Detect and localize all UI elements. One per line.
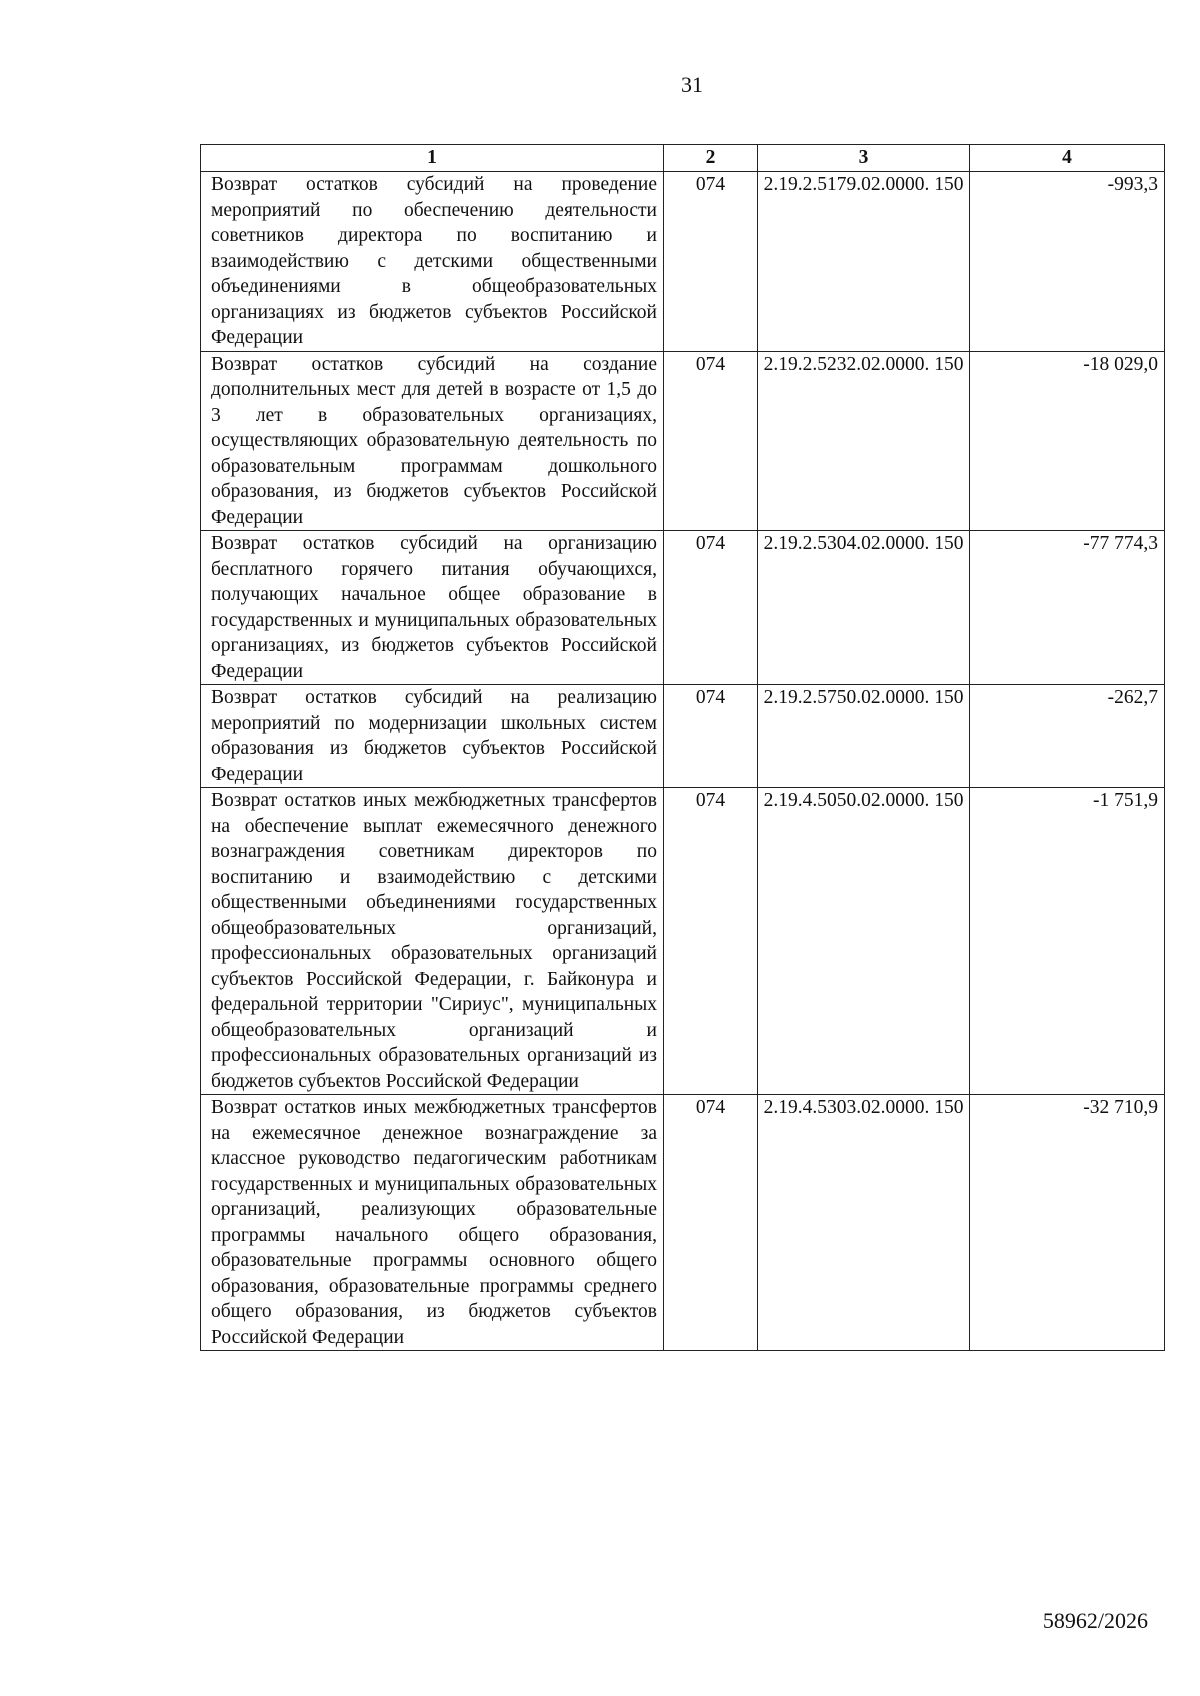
row-admin-code: 074 <box>664 685 758 788</box>
row-classification-code: 2.19.2.5304.02.0000. 150 <box>758 531 970 685</box>
row-classification-code: 2.19.2.5232.02.0000. 150 <box>758 351 970 531</box>
row-amount: -1 751,9 <box>970 788 1165 1095</box>
row-admin-code: 074 <box>664 351 758 531</box>
column-header-1: 1 <box>201 145 664 172</box>
row-amount: -32 710,9 <box>970 1095 1165 1351</box>
row-name: Возврат остатков субсидий на реализацию мероприятий по модернизации школьных систем образования из бюджетов субъектов Российской Федерации <box>201 685 664 788</box>
row-admin-code: 074 <box>664 1095 758 1351</box>
table-row <box>201 685 1165 788</box>
table-row <box>201 351 1165 531</box>
document-registration-number: 58962/2026 <box>1042 1608 1148 1633</box>
row-name: Возврат остатков иных межбюджетных трансфертов на ежемесячное денежное вознаграждение за классное руководство педагогическим работникам государственных и муниципальных образовательных организаций, реализующих образовательные программы начального общего образования, образовательные программы основного общего образования, образовательные программы среднего общего образования, из бюджетов субъектов Российской Федерации <box>201 1095 664 1351</box>
row-classification-code: 2.19.4.5303.02.0000. 150 <box>758 1095 970 1351</box>
row-amount: -993,3 <box>970 172 1165 352</box>
column-header-4: 4 <box>970 145 1165 172</box>
row-amount: -262,7 <box>970 685 1165 788</box>
table-header-row <box>201 145 1165 172</box>
row-name: Возврат остатков субсидий на проведение мероприятий по обеспечению деятельности советников директора по воспитанию и взаимодействию с детскими общественными объединениями в общеобразовательных организациях из бюджетов субъектов Российской Федерации <box>201 172 664 352</box>
table-row <box>201 788 1165 1095</box>
budget-table <box>200 144 1165 1351</box>
column-header-3: 3 <box>758 145 970 172</box>
column-header-2: 2 <box>664 145 758 172</box>
row-classification-code: 2.19.2.5750.02.0000. 150 <box>758 685 970 788</box>
row-amount: -77 774,3 <box>970 531 1165 685</box>
row-classification-code: 2.19.2.5179.02.0000. 150 <box>758 172 970 352</box>
table-row <box>201 531 1165 685</box>
page-number: 31 <box>681 72 703 97</box>
row-admin-code: 074 <box>664 788 758 1095</box>
row-amount: -18 029,0 <box>970 351 1165 531</box>
row-name: Возврат остатков субсидий на организацию бесплатного горячего питания обучающихся, получающих начальное общее образование в государственных и муниципальных образовательных организациях, из бюджетов субъектов Российской Федерации <box>201 531 664 685</box>
row-name: Возврат остатков иных межбюджетных трансфертов на обеспечение выплат ежемесячного денежного вознаграждения советникам директоров по воспитанию и взаимодействию с детскими общественными объединениями государственных общеобразовательных организаций, профессиональных образовательных организаций субъектов Российской Федерации, г. Байконура и федеральной территории "Сириус", муниципальных общеобразовательных организаций и профессиональных образовательных организаций из бюджетов субъектов Российской Федерации <box>201 788 664 1095</box>
row-admin-code: 074 <box>664 531 758 685</box>
row-admin-code: 074 <box>664 172 758 352</box>
row-name: Возврат остатков субсидий на создание дополнительных мест для детей в возрасте от 1,5 до 3 лет в образовательных организациях, осуществляющих образовательную деятельность по образовательным программам дошкольного образования, из бюджетов субъектов Российской Федерации <box>201 351 664 531</box>
row-classification-code: 2.19.4.5050.02.0000. 150 <box>758 788 970 1095</box>
table-row <box>201 172 1165 352</box>
table-row <box>201 1095 1165 1351</box>
